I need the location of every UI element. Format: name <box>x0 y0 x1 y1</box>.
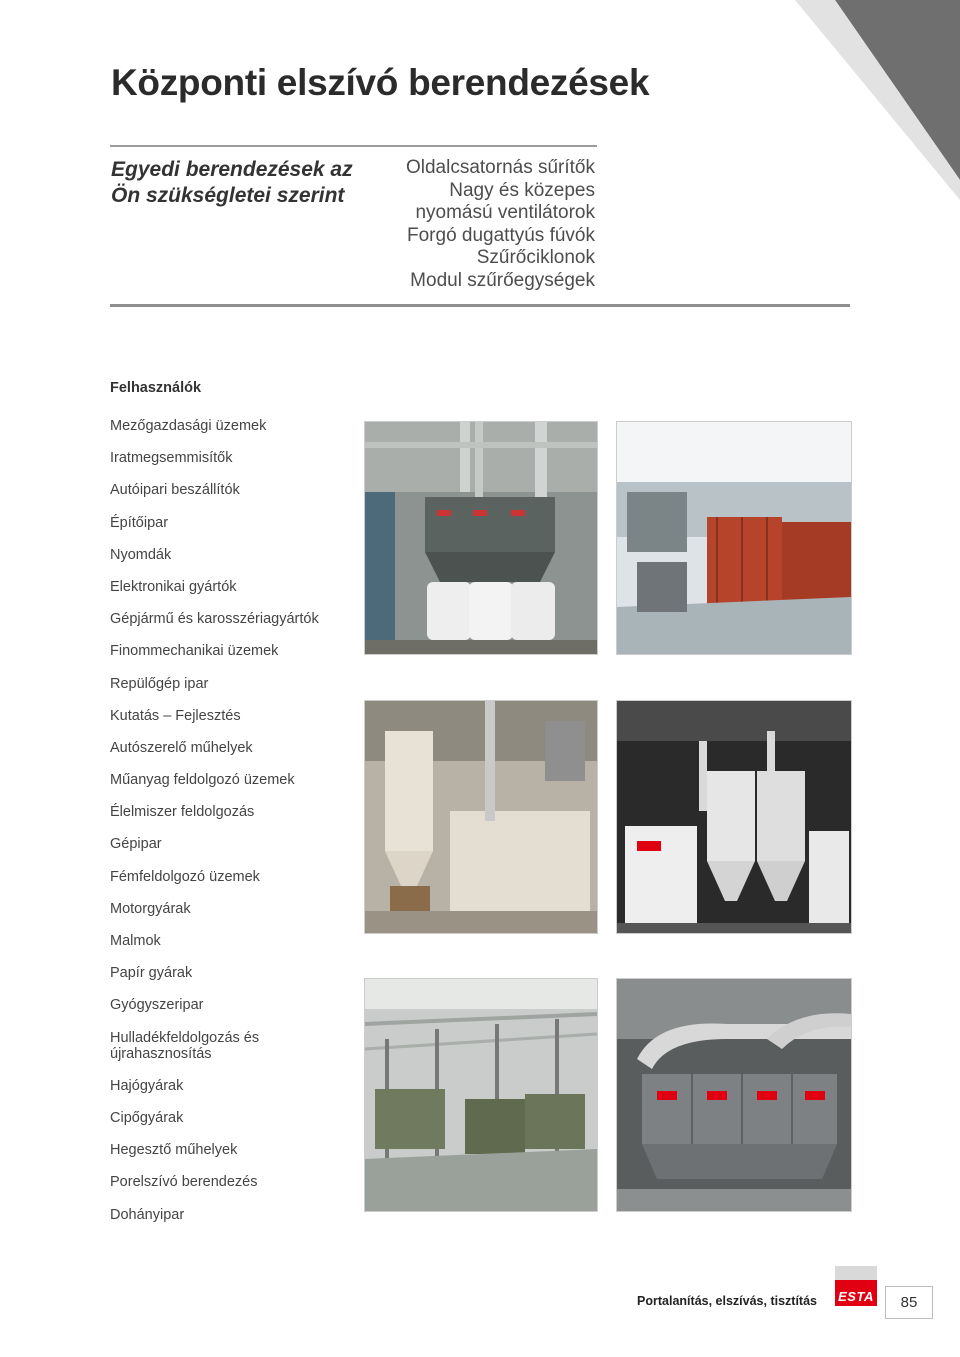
esta-logo: ESTA <box>835 1266 877 1306</box>
list-item: Elektronikai gyártók <box>110 578 237 595</box>
list-item: Fémfeldolgozó üzemek <box>110 868 260 885</box>
list-item: Hulladékfeldolgozás és újrahasznosítás <box>110 1029 260 1062</box>
footer-section-title: Portalanítás, elszívás, tisztítás <box>637 1294 817 1308</box>
list-item: Kutatás – Fejlesztés <box>110 707 241 724</box>
corner-decoration <box>795 0 960 200</box>
list-item: Iratmegsemmisítők <box>110 450 233 467</box>
list-item: Finommechanikai üzemek <box>110 643 279 660</box>
photo-welding-workshop <box>616 421 852 655</box>
list-item: Nyomdák <box>110 546 172 563</box>
list-item: Porelszívó berendezés <box>110 1174 258 1191</box>
list-item: Malmok <box>110 933 161 949</box>
product-item: nyomású ventilátorok <box>415 202 595 223</box>
logo-top-band <box>835 1266 877 1280</box>
photo-production-hall <box>364 978 598 1212</box>
list-item: Hajógyárak <box>110 1077 184 1094</box>
list-item: Papír gyárak <box>110 965 193 982</box>
list-item: Dohányipar <box>110 1206 185 1223</box>
product-item: Nagy és közepes <box>449 179 595 201</box>
users-list <box>110 418 355 1239</box>
page-number: 85 <box>885 1286 933 1319</box>
product-list <box>406 157 595 292</box>
list-item: Autóipari beszállítók <box>110 482 240 499</box>
product-item: Forgó dugattyús fúvók <box>407 224 595 246</box>
list-item: Repülőgép ipar <box>110 675 209 692</box>
product-item: Modul szűrőegységek <box>410 269 595 291</box>
section-divider <box>110 304 850 307</box>
list-item: Cipőgyárak <box>110 1109 184 1126</box>
photo-esta-module-filter <box>616 978 852 1212</box>
list-item: Autószerelő műhelyek <box>110 739 253 756</box>
list-item: Építőipar <box>110 514 169 531</box>
photo-dust-collector-bags <box>364 421 598 655</box>
list-item: Mezőgazdasági üzemek <box>110 418 267 434</box>
product-item: Szűrőciklonok <box>476 247 595 268</box>
photo-cyclone-filter <box>364 700 598 934</box>
list-item: Gépipar <box>110 836 162 853</box>
list-item: Élelmiszer feldolgozás <box>110 804 255 821</box>
list-item: Motorgyárak <box>110 900 191 917</box>
list-item: Műanyag feldolgozó üzemek <box>110 772 295 789</box>
tagline: Egyedi berendezések az Ön szükségletei szerint <box>111 158 353 207</box>
product-item: Oldalcsatornás sűrítők <box>405 157 595 178</box>
title-divider <box>110 145 597 147</box>
list-item: Gyógyszeripar <box>110 997 204 1014</box>
users-heading: Felhasználók <box>110 380 202 396</box>
list-item: Hegesztő műhelyek <box>110 1142 238 1159</box>
photo-esta-cyclones <box>616 700 852 934</box>
list-item: Gépjármű és karosszériagyártók <box>110 611 319 628</box>
page-title: Központi elszívó berendezések <box>111 62 650 103</box>
